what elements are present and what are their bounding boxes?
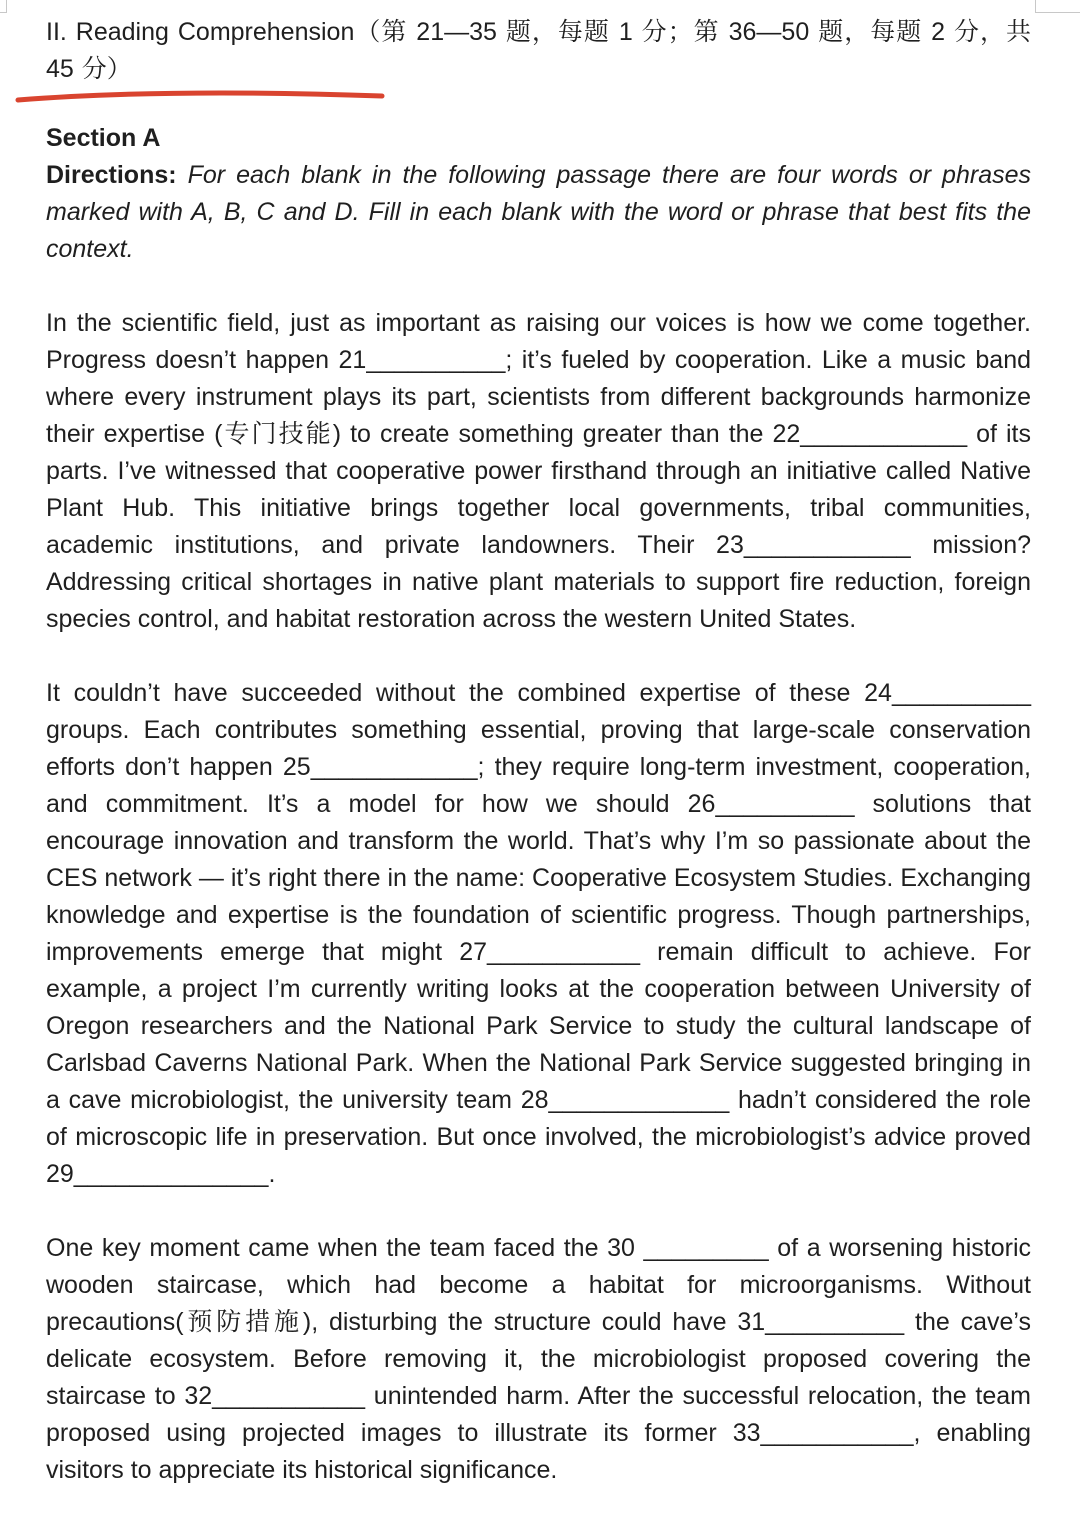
hand-drawn-underline [14,86,386,108]
page-corner-mark-right [1035,0,1080,13]
section-title: Section A [46,124,161,152]
document-page [46,14,1031,1489]
passage-paragraph-2: It couldn’t have succeeded without the combined expertise of these 24__________ groups. Each contributes something essential, proving that large-scale conservation efforts don’t happen 25____________; they require long-term investment, cooperation, and commitment. It’s a model for how we should 26__________ solutions that encourage innovation and transform the world. That’s why I’m so passionate about the CES network — it’s right there in the name: Cooperative Ecosystem Studies. Exchanging knowledge and expertise is the foundation of scientific progress. Though partnerships, improvements emerge that might 27___________ remain difficult to achieve. For example, a project I’m currently writing looks at the cooperation between University of Oregon researchers and the National Park Service to study the cultural landscape of Carlsbad Caverns National Park. When the National Park Service suggested bringing in a cave microbiologist, the university team 28_____________ hadn’t considered the role of microscopic life in preservation. But once involved, the microbiologist’s advice proved 29______________. [46,679,1031,1188]
page-corner-mark-left [0,0,7,13]
directions-text: For each blank in the following passage there are four words or phrases marked with A, B, C and D. Fill in each blank with the word or phrase that best fits the context. [46,161,1031,263]
directions-label: Directions: [46,161,177,189]
part-heading: II. Reading Comprehension（第 21—35 题，每题 1 分；第 36—50 题，每题 2 分，共 45 分） [46,18,1031,83]
passage-paragraph-3: One key moment came when the team faced the 30 _________ of a worsening historic wooden staircase, which had become a habitat for microorganisms. Without precautions(预防措施), disturbing the structure could have 31__________ the cave’s delicate ecosystem. Before removing it, the microbiologist proposed covering the staircase to 32___________ unintended harm. After the successful relocation, the team proposed using projected images to illustrate its former 33___________, enabling visitors to appreciate its historical significance. [46,1234,1031,1484]
passage-paragraph-1: In the scientific field, just as important as raising our voices is how we come together. Progress doesn’t happen 21__________; it’s fueled by cooperation. Like a music band where every instrument plays its part, scientists from different backgrounds harmonize their expertise (专门技能) to create something greater than the 22____________ of its parts. I’ve witnessed that cooperative power firsthand through an initiative called Native Plant Hub. This initiative brings together local governments, tribal communities, academic institutions, and private landowners. Their 23____________ mission? Addressing critical shortages in native plant materials to support fire reduction, foreign species control, and habitat restoration across the western United States. [46,309,1031,633]
directions [46,157,1031,268]
